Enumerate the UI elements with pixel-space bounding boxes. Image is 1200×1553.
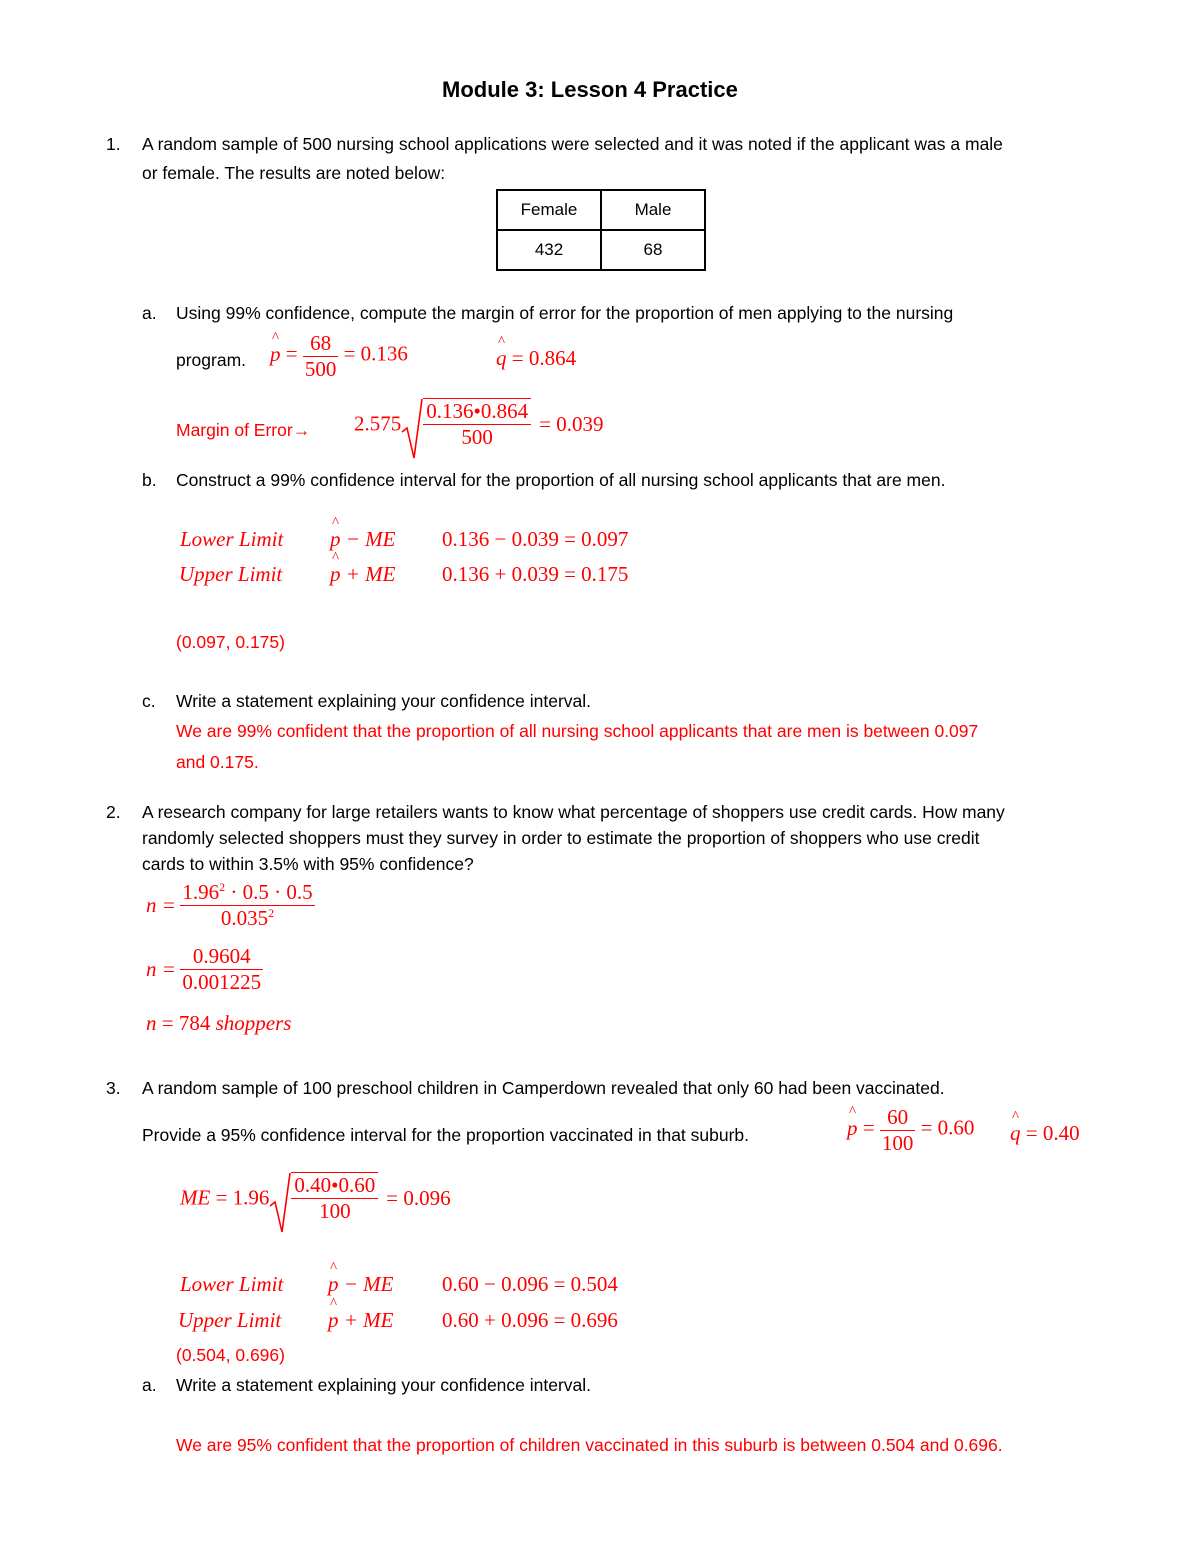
- fraction-denominator: 500: [304, 357, 337, 381]
- fraction-denominator: 0.001225: [182, 970, 262, 994]
- equals-sign: =: [857, 1115, 880, 1140]
- q3-text-line1: A random sample of 100 preschool children in Camperdown revealed that only 60 had been vaccinated.: [142, 1078, 945, 1098]
- q1a-p-hat-formula: [270, 331, 408, 382]
- sqrt-icon: [269, 1172, 293, 1234]
- table-value-female: 432: [497, 230, 601, 270]
- q1a-moe-formula: [354, 398, 603, 450]
- page-title: Module 3: Lesson 4 Practice: [442, 77, 738, 102]
- q3-q-hat-formula: [1010, 1121, 1080, 1146]
- exponent: 2: [268, 906, 275, 920]
- q1-text-line1: A random sample of 500 nursing school applications were selected and it was noted if the applicant was a male: [142, 134, 1003, 154]
- q1c-answer-line2: and 0.175.: [176, 752, 259, 772]
- error-value: 0.035: [220, 906, 269, 930]
- pq-product: · 0.5 · 0.5: [225, 880, 313, 904]
- q1b-lower-formula: [330, 527, 396, 552]
- q3-me-formula: [180, 1172, 451, 1224]
- q3-interval: (0.504, 0.696): [176, 1345, 285, 1365]
- sqrt-numerator: 0.40•0.60: [294, 1173, 376, 1197]
- q3-lower-label: Lower Limit: [180, 1272, 284, 1296]
- exponent: 2: [219, 880, 226, 894]
- lower-formula-text: − ME: [340, 527, 396, 551]
- p-hat-result: = 0.60: [915, 1115, 975, 1140]
- q-hat-result: = 0.864: [506, 346, 577, 370]
- fraction-denominator: 100: [881, 1131, 914, 1155]
- q3-p-hat-formula: [847, 1105, 974, 1156]
- q3-upper-calc: 0.60 + 0.096 = 0.696: [442, 1308, 618, 1332]
- q1b-lower-label: Lower Limit: [180, 527, 284, 551]
- q1c-answer-line1: We are 99% confident that the proportion of all nursing school applicants that are men is between 0.097: [176, 721, 979, 741]
- p-hat-symbol: ^ p: [328, 1272, 339, 1297]
- q1a-letter: a.: [142, 303, 157, 323]
- moe-result: = 0.039: [539, 411, 604, 436]
- q3a-question: Write a statement explaining your confidence interval.: [176, 1375, 592, 1395]
- n-label: n =: [146, 893, 176, 917]
- q2-formula-1: [146, 880, 315, 931]
- q1a-program-label: program.: [176, 350, 247, 370]
- sqrt-expression: [401, 398, 531, 450]
- margin-of-error-label: Margin of Error→: [176, 420, 311, 440]
- p-hat-symbol: ^ p: [330, 562, 341, 587]
- q3a-answer: We are 95% confident that the proportion of children vaccinated in this suburb is between 0.504 and 0.696.: [176, 1435, 1003, 1455]
- p-hat-symbol: ^ p: [330, 527, 341, 552]
- fraction-numerator: 60: [887, 1105, 909, 1129]
- sample-size-fraction: [180, 880, 314, 931]
- q1b-letter: b.: [142, 470, 157, 490]
- table-value-row: [497, 230, 705, 270]
- q1b-lower-calc: 0.136 − 0.039 = 0.097: [442, 527, 629, 551]
- me-label: ME: [180, 1185, 211, 1210]
- q2-result: [146, 1011, 291, 1036]
- q2-text-line2: randomly selected shoppers must they survey in order to estimate the proportion of shoppers who use credit: [142, 828, 980, 848]
- q2-formula-2: [146, 944, 263, 995]
- q1b-interval: (0.097, 0.175): [176, 632, 285, 652]
- p-hat-symbol: ^ p: [270, 342, 281, 367]
- q1a-q-hat-formula: [496, 346, 576, 371]
- p-hat-fraction: [880, 1105, 916, 1156]
- fraction-numerator: 0.9604: [192, 944, 251, 968]
- q1c-question: Write a statement explaining your confidence interval.: [176, 691, 592, 711]
- q2-text-line1: A research company for large retailers wants to know what percentage of shoppers use credit cards. How many: [142, 802, 1005, 822]
- gender-table: [496, 189, 706, 271]
- q1b-upper-label: Upper Limit: [179, 562, 283, 586]
- table-header-female: Female: [497, 190, 601, 230]
- me-result: = 0.096: [386, 1185, 451, 1210]
- table-header-male: Male: [601, 190, 705, 230]
- q1b-question: Construct a 99% confidence interval for the proportion of all nursing school applicants that are men.: [176, 470, 946, 490]
- n-value: = 784: [156, 1011, 216, 1035]
- sqrt-numerator: 0.136•0.864: [426, 399, 529, 423]
- p-hat-fraction: [303, 331, 339, 382]
- table-header-row: [497, 190, 705, 230]
- z-critical-value: = 1.96: [210, 1185, 270, 1210]
- q3-lower-formula: [328, 1272, 394, 1297]
- q3-upper-label: Upper Limit: [178, 1308, 282, 1332]
- z-value: 1.96: [182, 880, 220, 904]
- lower-formula-text: − ME: [338, 1272, 394, 1296]
- q1b-upper-calc: 0.136 + 0.039 = 0.175: [442, 562, 629, 586]
- sqrt-denominator: 100: [291, 1198, 378, 1224]
- z-critical-value: 2.575: [354, 411, 402, 436]
- q1b-upper-formula: [330, 562, 396, 587]
- n-label: n =: [146, 957, 176, 981]
- q3a-letter: a.: [142, 1375, 157, 1395]
- sqrt-denominator: 500: [423, 424, 531, 450]
- q3-upper-formula: [328, 1308, 394, 1333]
- q1a-question: Using 99% confidence, compute the margin of error for the proportion of men applying to the nursing: [176, 303, 954, 323]
- q-hat-symbol: ^ q: [1010, 1121, 1021, 1146]
- q1-text-line2: or female. The results are noted below:: [142, 163, 446, 183]
- fraction-numerator: 68: [310, 331, 332, 355]
- p-hat-symbol: ^ p: [328, 1308, 339, 1333]
- equals-sign: =: [280, 341, 303, 366]
- q3-lower-calc: 0.60 − 0.096 = 0.504: [442, 1272, 618, 1296]
- q3-number: 3.: [106, 1078, 121, 1098]
- sqrt-icon: [401, 398, 425, 460]
- q2-text-line3: cards to within 3.5% with 95% confidence?: [142, 854, 474, 874]
- q1-number: 1.: [106, 134, 121, 154]
- table-value-male: 68: [601, 230, 705, 270]
- q-hat-symbol: ^ q: [496, 346, 507, 371]
- p-hat-result: = 0.136: [338, 341, 408, 366]
- q3-text-line2: Provide a 95% confidence interval for the proportion vaccinated in that suburb.: [142, 1125, 750, 1145]
- sqrt-expression: [269, 1172, 378, 1224]
- q1c-letter: c.: [142, 691, 156, 711]
- n-unit: shoppers: [215, 1011, 292, 1035]
- p-hat-symbol: ^ p: [847, 1116, 858, 1141]
- upper-formula-text: + ME: [340, 562, 396, 586]
- upper-formula-text: + ME: [338, 1308, 394, 1332]
- q-hat-result: = 0.40: [1020, 1121, 1080, 1145]
- sample-size-fraction-simplified: [180, 944, 263, 995]
- n-label: n: [146, 1011, 157, 1035]
- q2-number: 2.: [106, 802, 121, 822]
